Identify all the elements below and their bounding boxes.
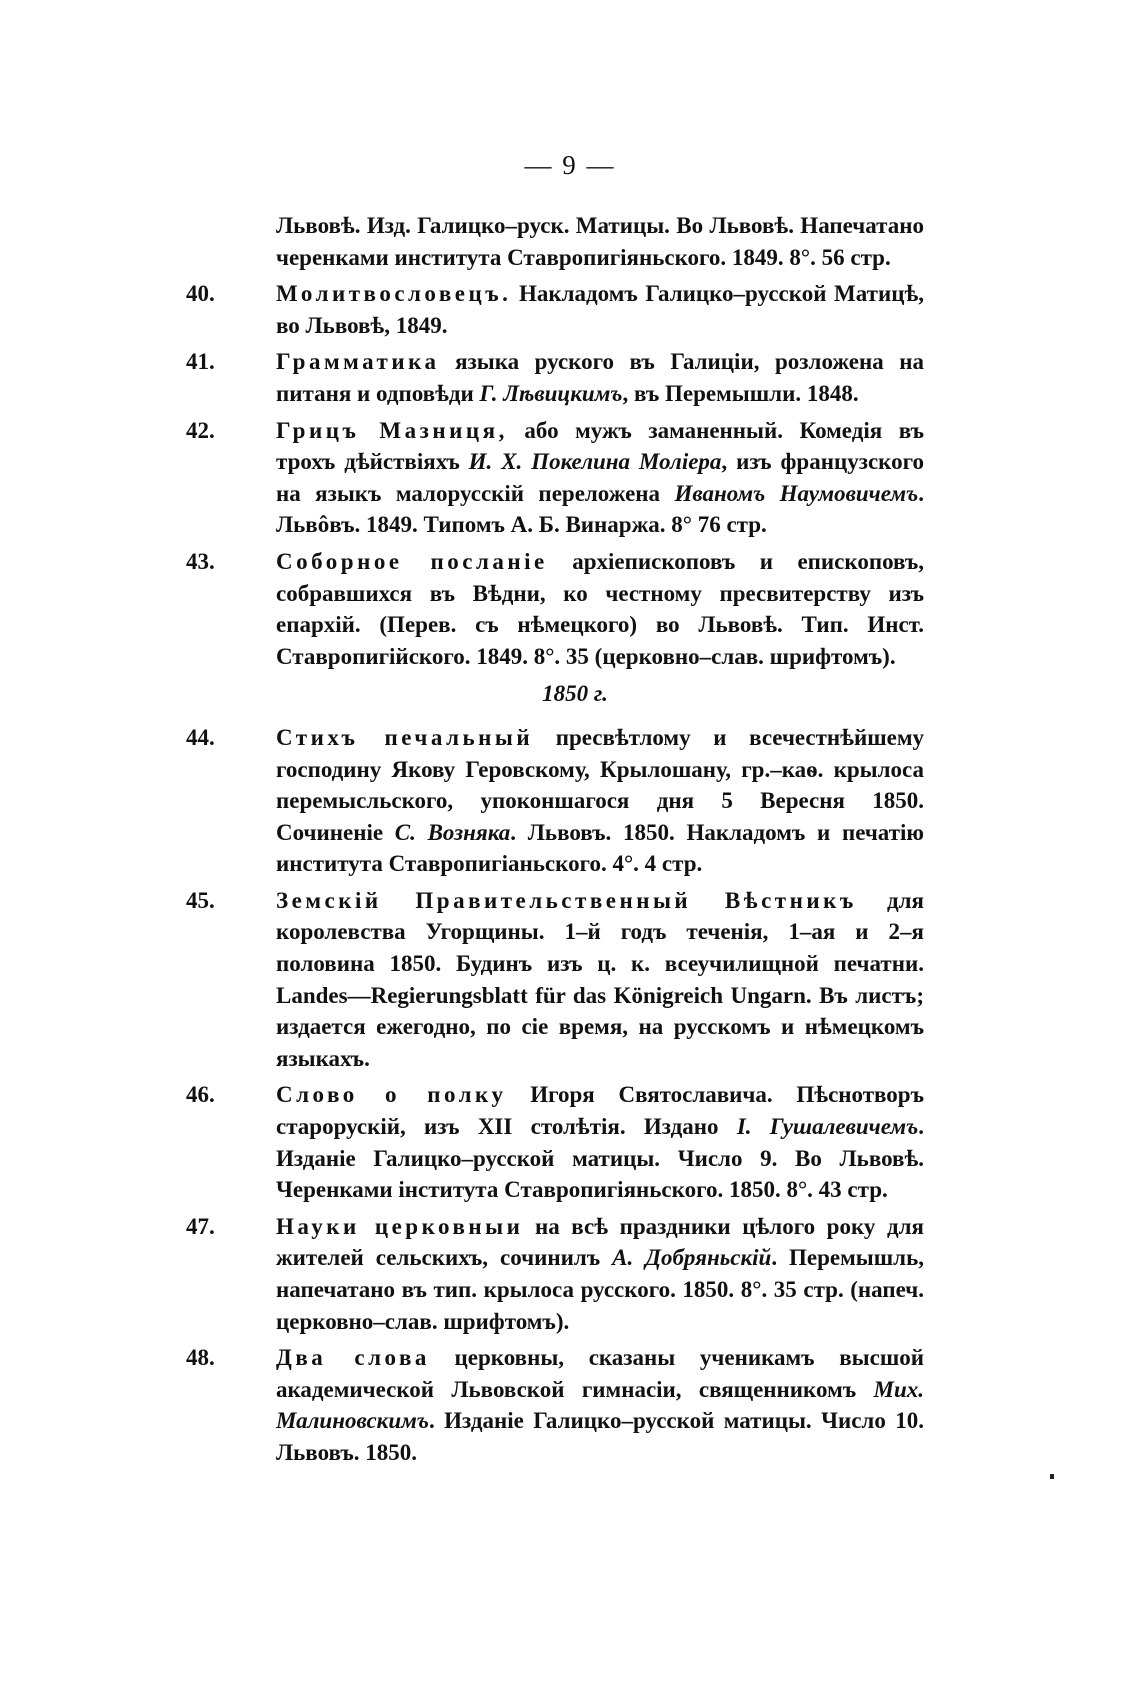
- entry-text: [276, 346, 924, 409]
- entry-title: Науки церковныи: [276, 1213, 524, 1239]
- print-speck: [1050, 1474, 1054, 1479]
- entry-text: [276, 885, 924, 1075]
- entry-title: Грамматика: [276, 349, 440, 375]
- entry-text: [276, 278, 924, 341]
- entry-author: С. Возняка: [394, 819, 511, 845]
- entry-description: , въ Перемышли. 1848.: [622, 380, 859, 406]
- entry-number: 46.: [186, 1082, 215, 1108]
- entry-description: языка руского въ Галиціи, розложена на питаня и одповѣди: [276, 349, 925, 406]
- bibliography-entry: [186, 415, 924, 541]
- entry-text: [276, 415, 924, 541]
- entry-description: церковны, сказаны ученикамъ высшой академической Львовской гимнасіи, священникомъ: [276, 1345, 924, 1402]
- entry-description: архіепископовъ и епископовъ, собравшихся въ Вѣдни, ко честному пресвитерству изъ епархій. (Перев. съ нѣмецкого) во Львовѣ. Тип. Инст. Ставропигійского. 1849. 8°. 35 (церковно–слав. шрифтомъ).: [276, 548, 925, 669]
- entry-number: 41.: [186, 349, 215, 375]
- bibliography-entry: [186, 885, 924, 1075]
- entry-number: 48.: [186, 1345, 215, 1371]
- entry-description: або мужъ заманенный. Комедія въ трохъ дѣйствіяхъ: [276, 417, 924, 475]
- entry-description: , изъ французского на языкъ малорусскій переложена: [276, 449, 924, 506]
- entry-author: И. Х. Покелина Моліера: [468, 449, 722, 475]
- entry-title: Стихъ печальный: [276, 724, 534, 750]
- entry-description: Игоря Святославича. Пѣснотворъ старорускій, изъ XII столѣтія. Издано: [276, 1082, 925, 1140]
- entry-title: Молитвословецъ.: [276, 281, 512, 307]
- entry-description: для королевства Угорщины. 1–й годъ теченія, 1–ая и 2–я половина 1850. Будинъ изъ ц. к. всеучилищной печатни. Landes—Regierungsblatt für das Königreich Ungarn. Въ листъ; издается ежегодно, по сіе время, на русскомъ и нѣмецкомъ языкахъ.: [276, 887, 924, 1071]
- page-number: — 9 —: [524, 150, 616, 180]
- entry-title: Грицъ Мазниця,: [276, 417, 508, 443]
- entry-description: . Перемышль, напечатано въ тип. крылоса русского. 1850. 8°. 35 стр. (напеч. церковно–слав. шрифтомъ).: [276, 1245, 925, 1334]
- bibliography-entry: [186, 278, 924, 341]
- entry-title: Земскій Правительственный Вѣстникъ: [276, 887, 857, 913]
- entries-1849: [186, 278, 924, 672]
- entry-text: [276, 1342, 924, 1468]
- bibliography-entry: [186, 346, 924, 409]
- entry-text: [276, 1079, 924, 1205]
- entry-description: на всѣ праздники цѣлого року для жителей сельскихъ, сочинилъ: [276, 1213, 924, 1271]
- entry-number: 43.: [186, 548, 215, 574]
- entry-text: [276, 546, 924, 672]
- year-heading: 1850 г.: [542, 681, 608, 707]
- bibliography-entry: [186, 1211, 924, 1337]
- bibliography-entry: [186, 1342, 924, 1468]
- entry-text: [276, 722, 924, 880]
- entry-continuation: Львовѣ. Изд. Галицко–руск. Матицы. Во Львовѣ. Напечатано черенками института Ставропигіяньского. 1849. 8°. 56 стр.: [276, 213, 924, 270]
- entry-description: Накладомъ Галицко–русской Матицѣ, во Львовѣ, 1849.: [276, 281, 924, 338]
- entries-1850: [186, 722, 924, 1469]
- entry-author: А. Добряньскій: [612, 1245, 772, 1271]
- entry-description: . Изданіе Галицко–русской матицы. Число 10. Львовъ. 1850.: [276, 1408, 924, 1465]
- entry-description: пресвѣтлому и всечестнѣйшему господину Якову Геровскому, Крылошану, гр.–каѳ. крылоса перемысльского, упоконшагося дня 5 Вересня 1850. Сочиненіе: [276, 724, 925, 845]
- page-content: [186, 210, 924, 1474]
- entry-description: . Львовъ. 1850. Накладомъ и печатію института Ставропигіаньского. 4°. 4 стр.: [276, 819, 924, 877]
- entry-author: Мих. Малиновскимъ: [276, 1376, 924, 1434]
- entry-author: Иваномъ Наумовичемъ: [674, 480, 919, 506]
- entry-number: 47.: [186, 1213, 215, 1239]
- entry-author: Г. Лѣвицкимъ: [479, 380, 623, 406]
- bibliography-entry: [186, 546, 924, 672]
- entry-number: 45.: [186, 887, 215, 913]
- entry-number: 42.: [186, 417, 215, 443]
- bibliography-entry: [186, 722, 924, 880]
- entry-author: І. Гушалевичемъ: [736, 1114, 919, 1140]
- entry-title: Слово о полку: [276, 1082, 507, 1108]
- entry-title: Соборное посланіе: [276, 548, 548, 574]
- entry-number: 40.: [186, 281, 215, 307]
- bibliography-entry: [186, 1079, 924, 1205]
- entry-description: . Изданіе Галицко–русской матицы. Число 9. Во Львовѣ. Черенками інститута Ставропигіяньского. 1850. 8°. 43 стр.: [276, 1114, 924, 1203]
- entry-description: . Львôвъ. 1849. Типомъ А. Б. Винаржа. 8° 76 стр.: [276, 480, 924, 538]
- entry-number: 44.: [186, 724, 215, 750]
- entry-title: Два слова: [276, 1345, 430, 1371]
- entry-text: [276, 1211, 924, 1337]
